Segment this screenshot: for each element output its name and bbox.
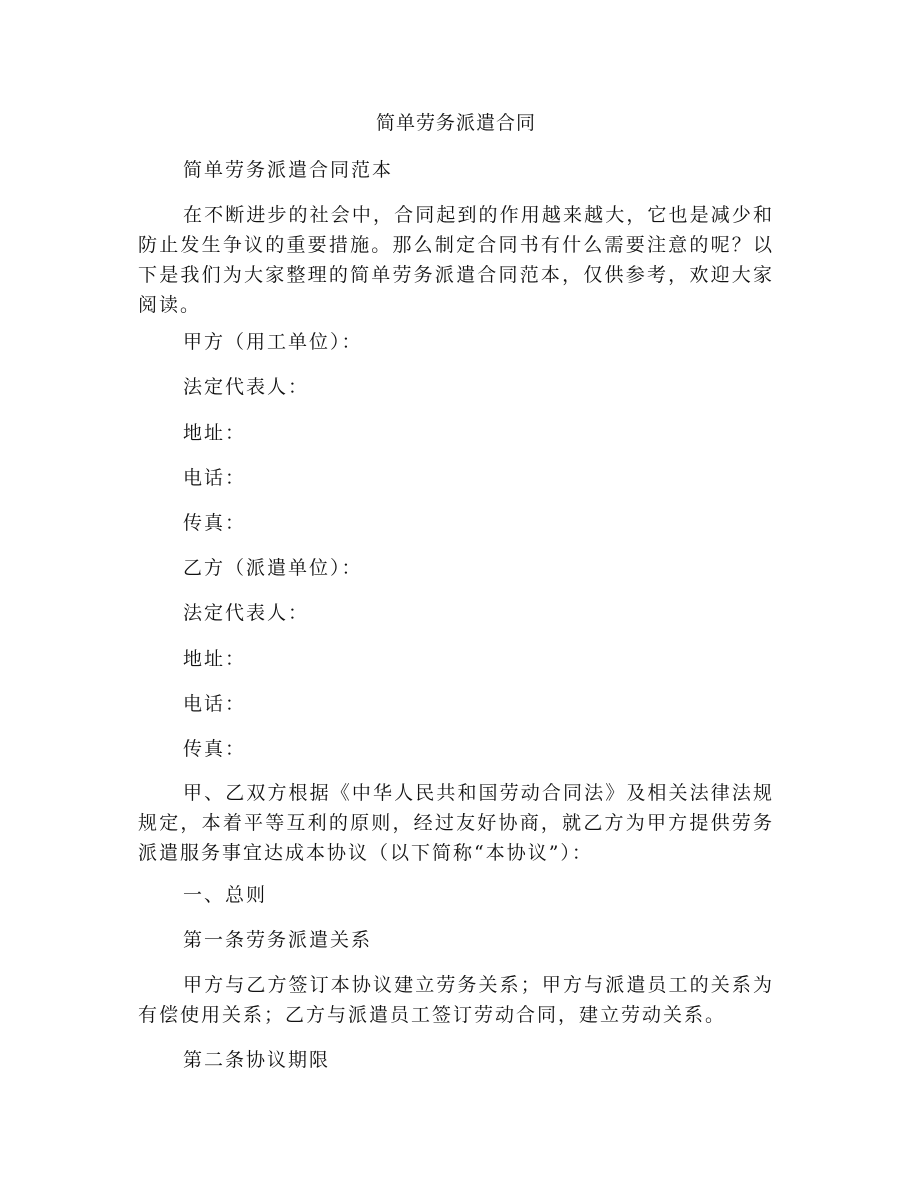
party-a-heading: 甲方（用工单位）： xyxy=(183,331,363,353)
party-b-fax: 传真： xyxy=(183,738,247,760)
document-page xyxy=(138,0,774,1191)
party-b-heading: 乙方（派遣单位）： xyxy=(183,557,363,579)
party-a-address: 地址： xyxy=(183,422,247,444)
party-b-address: 地址： xyxy=(183,648,247,670)
party-b-representative: 法定代表人： xyxy=(183,602,310,624)
subtitle-paragraph: 简单劳务派遣合同范本 xyxy=(183,159,394,181)
document-title: 简单劳务派遣合同 xyxy=(375,112,536,134)
party-a-phone: 电话： xyxy=(183,467,247,489)
party-a-representative: 法定代表人： xyxy=(183,376,310,398)
party-a-fax: 传真： xyxy=(183,512,247,534)
party-b-phone: 电话： xyxy=(183,693,247,715)
article-one-paragraph: 甲方与乙方签订本协议建立劳务关系；甲方与派遣员工的关系为有偿使用关系；乙方与派遣员工签订劳动合同，建立劳动关系。 xyxy=(138,974,774,1026)
intro-paragraph: 在不断进步的社会中，合同起到的作用越来越大，它也是减少和防止发生争议的重要措施。那么制定合同书有什么需要注意的呢？以下是我们为大家整理的简单劳务派遣合同范本，仅供参考，欢迎大家阅读。 xyxy=(138,204,774,316)
section-general-heading: 一、总则 xyxy=(183,884,268,906)
article-one-heading: 第一条劳务派遣关系 xyxy=(183,929,373,951)
article-two-heading: 第二条协议期限 xyxy=(183,1049,331,1071)
agreement-basis-paragraph: 甲、乙双方根据《中华人民共和国劳动合同法》及相关法律法规规定，本着平等互利的原则，经过友好协商，就乙方为甲方提供劳务派遣服务事宜达成本协议（以下简称“本协议”）： xyxy=(138,782,774,864)
